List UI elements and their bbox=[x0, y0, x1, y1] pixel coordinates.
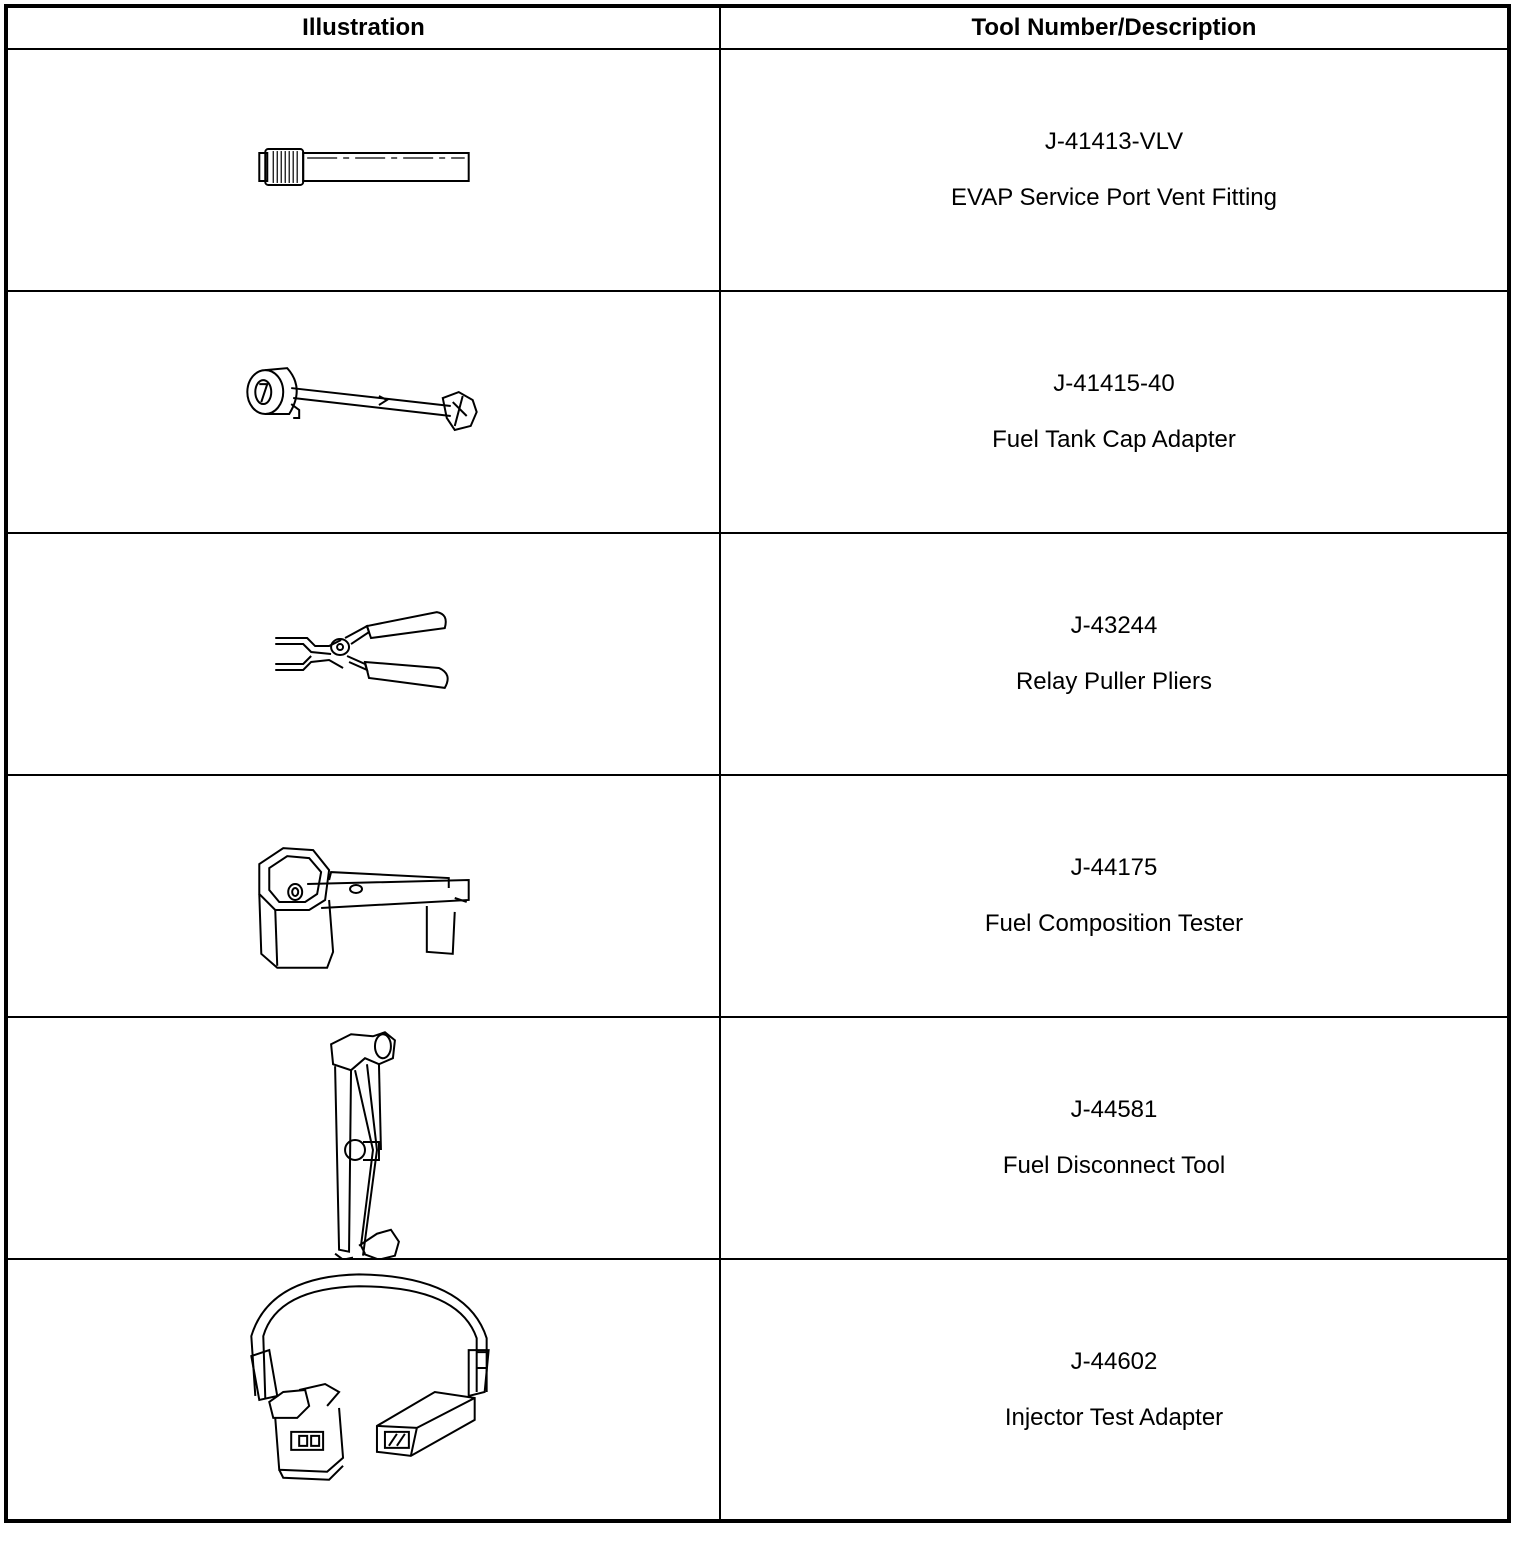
header-row bbox=[7, 7, 1508, 49]
vent-fitting-icon bbox=[8, 50, 719, 290]
description-cell bbox=[720, 533, 1508, 775]
table-row bbox=[7, 1259, 1508, 1520]
table-row bbox=[7, 49, 1508, 291]
tool-number: J-43244 bbox=[1070, 612, 1158, 639]
table-row bbox=[7, 1017, 1508, 1259]
description-cell bbox=[720, 1017, 1508, 1259]
illustration-cell bbox=[7, 533, 720, 775]
cap-adapter-icon bbox=[8, 292, 719, 532]
description-cell bbox=[720, 775, 1508, 1017]
table-row bbox=[7, 533, 1508, 775]
description-cell bbox=[720, 291, 1508, 533]
tool-description: Fuel Composition Tester bbox=[984, 910, 1244, 937]
tool-description: EVAP Service Port Vent Fitting bbox=[951, 184, 1277, 211]
illustration-cell bbox=[7, 1259, 720, 1520]
header-illustration: Illustration bbox=[7, 7, 720, 49]
tool-number: J-44602 bbox=[1070, 1347, 1158, 1375]
tool-description: Fuel Tank Cap Adapter bbox=[992, 426, 1236, 453]
tool-description: Relay Puller Pliers bbox=[1015, 668, 1213, 695]
header-tool-description: Tool Number/Description bbox=[720, 7, 1508, 49]
tool-description: Fuel Disconnect Tool bbox=[1002, 1152, 1226, 1179]
tool-number: J-44175 bbox=[1070, 854, 1158, 881]
special-tools-table bbox=[6, 6, 1509, 1521]
pliers-icon bbox=[8, 534, 719, 774]
illustration-cell bbox=[7, 49, 720, 291]
test-adapter-icon bbox=[8, 1260, 719, 1519]
table-row bbox=[7, 291, 1508, 533]
tool-number: J-44581 bbox=[1070, 1096, 1158, 1123]
disconnect-tool-icon bbox=[8, 1018, 719, 1258]
tool-number: J-41415-40 bbox=[1053, 370, 1175, 397]
tool-number: J-41413-VLV bbox=[1044, 128, 1184, 155]
description-cell bbox=[720, 49, 1508, 291]
illustration-cell bbox=[7, 1017, 720, 1259]
tool-description: Injector Test Adapter bbox=[1004, 1403, 1224, 1431]
illustration-cell bbox=[7, 775, 720, 1017]
table-row bbox=[7, 775, 1508, 1017]
illustration-cell bbox=[7, 291, 720, 533]
description-cell bbox=[720, 1259, 1508, 1520]
composition-tester-icon bbox=[8, 776, 719, 1016]
